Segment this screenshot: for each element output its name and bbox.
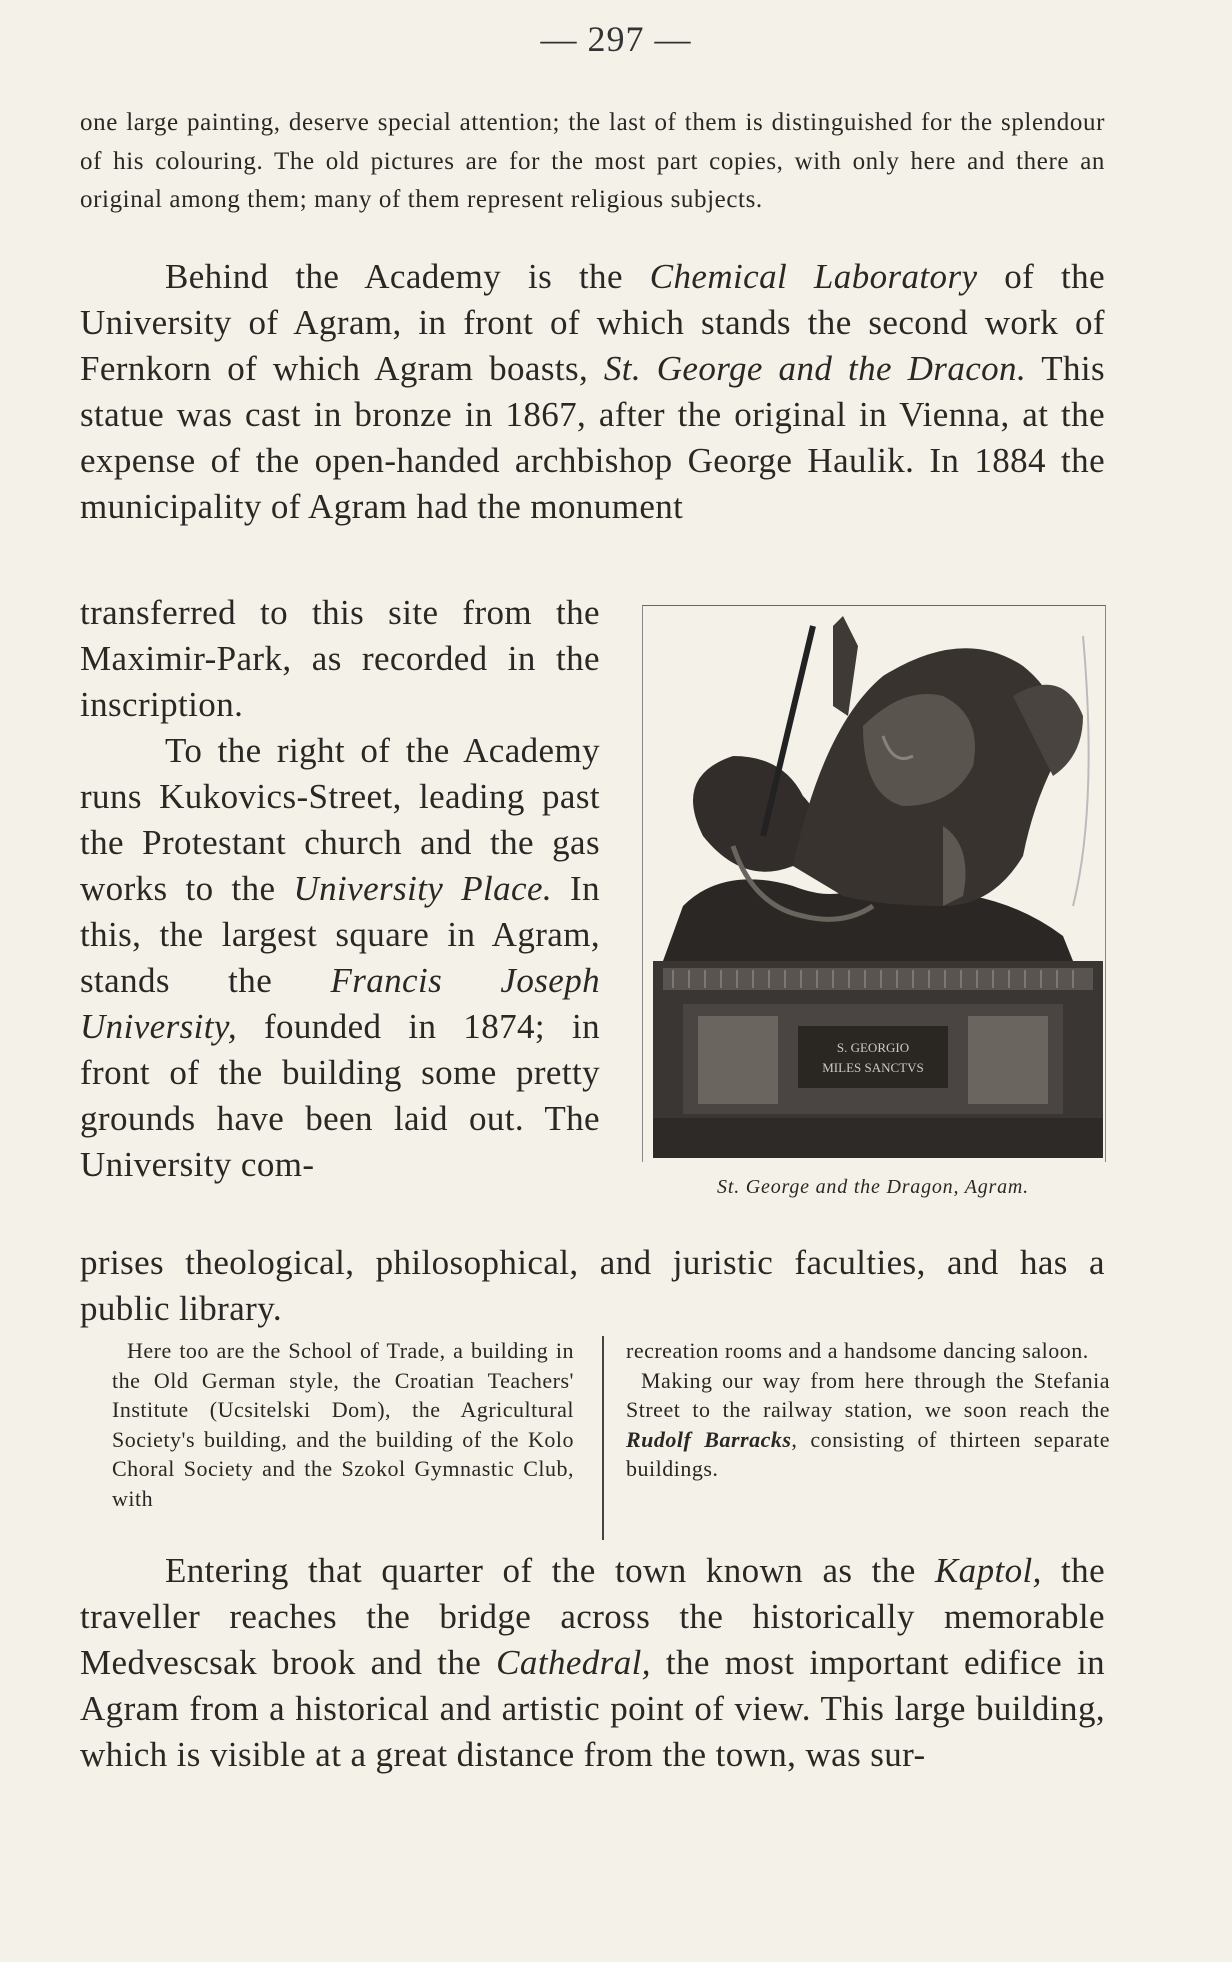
small-text-left-column bbox=[112, 1336, 574, 1513]
svg-text:MILES SANCTVS: MILES SANCTVS bbox=[822, 1060, 924, 1075]
paragraph-kaptol: Entering that quarter of the town known as the Kaptol, the traveller reaches the bridge across the historically memorable Medvescsak brook and the Cathedral, the most important edifice in Agram from a historical and artistic point of view. This large building, which is visible at a great distance from the town, was sur- bbox=[80, 1551, 1106, 1774]
paragraph-recreation: recreation rooms and a handsome dancing saloon. bbox=[626, 1338, 1089, 1363]
small-text-right-column bbox=[626, 1336, 1110, 1484]
paragraph-transferred: transferred to this site from the Maximir-Park, as recorded in the inscription. bbox=[80, 593, 600, 724]
paragraph-faculties: prises theological, philosophical, and juristic faculties, and has a public library. bbox=[80, 1243, 1105, 1328]
paragraph-laboratory: Behind the Academy is the Chemical Laboratory of the University of Agram, in front of which stands the second work of Fernkorn of which Agram boasts, St. George and the Dracon. This statue was cast in bronze in 1867, after the original in Vienna, at the expense of the open-handed archbishop George Haulik. In 1884 the municipality of Agram had the monument bbox=[80, 257, 1106, 526]
plaque-text: S. GEORGIO bbox=[836, 1040, 910, 1055]
wrapped-text-column bbox=[80, 590, 600, 1188]
statue-title-term: St. George and the Dracon. bbox=[603, 349, 1027, 388]
statue-illustration bbox=[643, 606, 1103, 1161]
kaptol-term: Kaptol, bbox=[934, 1551, 1042, 1590]
opening-paragraph: one large painting, deserve special attention; the last of them is distinguished for the splendour of his colouring. The old pictures are for the most part copies, with only here and there an original among them; many of them represent religious subjects. bbox=[80, 109, 1105, 213]
cathedral-term: Cathedral, bbox=[496, 1643, 651, 1682]
chemical-laboratory-term: Chemical Laboratory bbox=[649, 257, 978, 296]
figure-caption: St. George and the Dragon, Agram. bbox=[717, 1176, 1029, 1198]
paragraph-school-of-trade: Here too are the School of Trade, a building in the Old German style, the Croatian Teachers' Institute (Ucsitelski Dom), the Agricultural Society's building, and the building of the Kolo Choral Society and the Szokol Gymnastic Club, with bbox=[112, 1338, 574, 1511]
column-divider bbox=[602, 1336, 604, 1540]
paragraph-kukovics: To the right of the Academy runs Kukovics-Street, leading past the Protestant church and the gas works to the University Place. In this, the largest square in Agram, stands the Francis Joseph University, founded in 1874; in front of the building some pretty grounds have been laid out. The University com- bbox=[80, 731, 600, 1184]
paragraph-stefania-street: Making our way from here through the Stefania Street to the railway station, we soon reach the Rudolf Barracks, consisting of thirteen separate buildings. bbox=[626, 1367, 1110, 1481]
statue-engraving bbox=[642, 605, 1106, 1162]
page-number: — 297 — bbox=[540, 19, 692, 59]
